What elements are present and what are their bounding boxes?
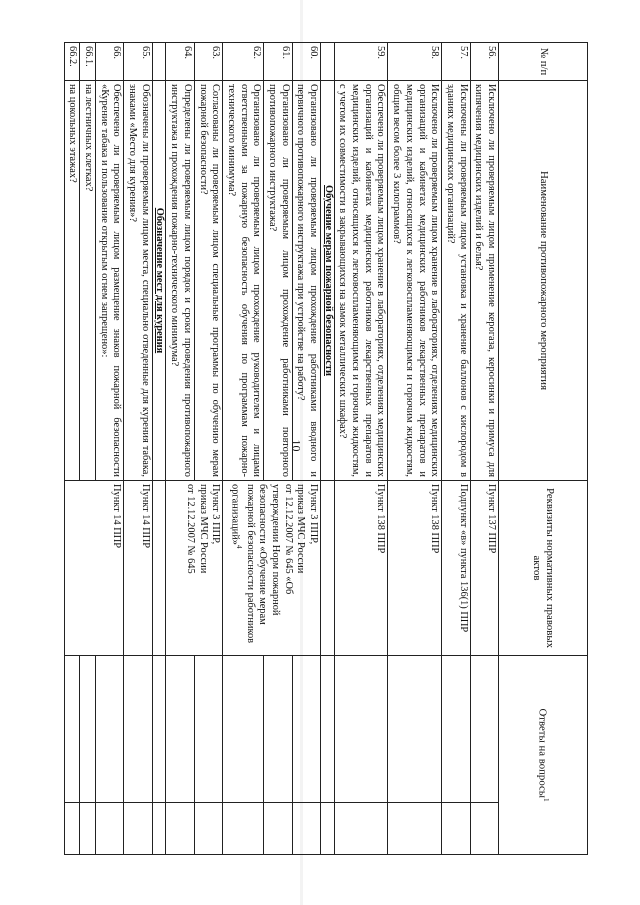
- row-text: Исключено ли проверяемым лицом применение керогаза, керосинки и примуса для кипячения медицинских изделий и белья?: [470, 81, 498, 481]
- req-line: утверждении Норм пожарной: [270, 484, 281, 616]
- table-row: [334, 43, 388, 855]
- row-number: 60.: [292, 43, 320, 81]
- answer-cell-extra[interactable]: [64, 803, 80, 855]
- table-row: [470, 43, 498, 855]
- req-line: Пункт 3 ППР,: [308, 484, 320, 545]
- req-line: от 12.12.2007 № 645 «Об: [282, 484, 294, 595]
- row-number: 58.: [388, 43, 442, 81]
- header-num: № п/п: [499, 43, 588, 81]
- table-header-row: [499, 43, 588, 855]
- answer-cell-extra[interactable]: [194, 803, 222, 855]
- answer-cell-extra[interactable]: [442, 803, 470, 855]
- row-number: 57.: [442, 43, 470, 81]
- row-text: Исключены ли проверяемым лицом установка и хранение баллонов с кислородом в зданиях медицинских организаций?: [442, 81, 470, 481]
- req-line: пожарной безопасности работников: [244, 484, 256, 644]
- answer-cell[interactable]: [264, 656, 292, 803]
- answer-cell-extra[interactable]: [264, 803, 292, 855]
- answer-cell[interactable]: [166, 656, 194, 803]
- section-num-cell: [321, 43, 335, 81]
- section-req-cell: [321, 481, 335, 656]
- answer-cell-extra[interactable]: [292, 803, 320, 855]
- checklist-table: [64, 42, 588, 855]
- section-row: [152, 43, 166, 855]
- req-line: приказ МЧС России: [295, 484, 307, 574]
- req-line: безопасности «Обучение мерам: [257, 484, 269, 625]
- row-requisites: Пункт 138 ППР: [388, 481, 442, 656]
- table-row: [223, 43, 264, 855]
- answer-cell[interactable]: [124, 656, 152, 803]
- row-text: Обозначены ли проверяемым лицом места, специально отведенные для курения табака, знаками «Место для курения»?: [124, 81, 152, 481]
- answer-cell[interactable]: [194, 656, 222, 803]
- answer-cell-extra[interactable]: [96, 803, 124, 855]
- section-title-training: Обучение мерам пожарной безопасности: [321, 81, 335, 481]
- row-text: Организовано ли проверяемым лицом прохождение работниками повторного противопожарного инструктажа?: [264, 81, 292, 481]
- row-number: 66.1.: [80, 43, 96, 81]
- req-line: приказ МЧС России: [197, 484, 209, 574]
- answer-cell[interactable]: [80, 656, 96, 803]
- row-text: Обеспечено ли проверяемым лицом размещение знаков пожарной безопасности «Курение табака и пользование открытым огнем запрещено»:: [96, 81, 124, 481]
- table-row: [442, 43, 470, 855]
- answer-cell[interactable]: [292, 656, 320, 803]
- header-reqs: Реквизиты нормативных правовых актов: [499, 481, 588, 656]
- answer-cell[interactable]: [442, 656, 470, 803]
- section-title-smoking: Обозначение мест для курения: [152, 81, 166, 481]
- row-requisites: Подпункт «в» пункта 136(1) ППР: [442, 481, 470, 656]
- section-num-cell: [152, 43, 166, 81]
- row-text: Исключено ли проверяемым лицом хранение в лабораториях, отделениях медицинских организаций и кабинетах медицинских работников лекарственных препаратов и медицинских изделий, относящихся к легковоспламеняющимся и горючим жидкостям, общим весом более 3 килограммов?: [388, 81, 442, 481]
- row-requisites: Пункт 138 ППР: [334, 481, 388, 656]
- row-number: 65.: [124, 43, 152, 81]
- page-number: 10: [289, 439, 304, 452]
- table-row: [80, 43, 96, 855]
- answer-cell[interactable]: [96, 656, 124, 803]
- answer-cell[interactable]: [223, 656, 264, 803]
- row-requisites: [223, 481, 321, 656]
- row-requisites: Пункт 14 ППР: [64, 481, 124, 656]
- answer-cell-extra[interactable]: [334, 803, 388, 855]
- row-text: Обеспечено ли проверяемым лицом хранение в лабораториях, отделениях медицинских организаций и кабинетах медицинских работников лекарственных препаратов и медицинских изделий, относящихся к легковоспламеняющимся и горючим жидкостям, с учетом их совместимости в закрывающихся на замок металлических шкафах?: [334, 81, 388, 481]
- table-row: [292, 43, 320, 855]
- row-number: 66.2.: [64, 43, 80, 81]
- row-text: Организовано ли проверяемым лицом прохождение руководителем и лицами ответственными за пожарную безопасность обучения по программам пожарно-технического минимума?: [223, 81, 264, 481]
- answer-cell-extra[interactable]: [124, 803, 152, 855]
- table-row: [264, 43, 292, 855]
- table-row: [64, 43, 80, 855]
- section-row: [321, 43, 335, 855]
- header-answers: Ответы на вопросы$^1$: [499, 656, 588, 855]
- answer-cell[interactable]: [388, 656, 442, 803]
- row-text: на лестничных клетках?: [80, 81, 96, 481]
- table-row: [194, 43, 222, 855]
- row-number: 61.: [264, 43, 292, 81]
- section-answer-cell: [321, 656, 335, 803]
- section-answer-cell-extra: [321, 803, 335, 855]
- table-row: [166, 43, 194, 855]
- row-number: 59.: [334, 43, 388, 81]
- section-answer-cell: [152, 656, 166, 803]
- row-number: 62.: [223, 43, 264, 81]
- req-line: Пункт 3 ППР,: [210, 484, 222, 545]
- row-number: 64.: [166, 43, 194, 81]
- section-req-cell: [152, 481, 166, 656]
- row-number: 56.: [470, 43, 498, 81]
- table-row: [96, 43, 124, 855]
- answer-cell-extra[interactable]: [80, 803, 96, 855]
- row-requisites: Пункт 137 ППР: [470, 481, 498, 656]
- row-requisites: Пункт 14 ППР: [124, 481, 152, 656]
- answer-cell-extra[interactable]: [223, 803, 264, 855]
- header-name: Наименование противопожарного мероприятия: [499, 81, 588, 481]
- row-number: 66.: [96, 43, 124, 81]
- row-number: 63.: [194, 43, 222, 81]
- answer-cell-extra[interactable]: [470, 803, 498, 855]
- answer-cell[interactable]: [334, 656, 388, 803]
- row-requisites: [166, 481, 223, 656]
- answer-cell-extra[interactable]: [166, 803, 194, 855]
- row-text: Определены ли проверяемым лицом порядок и сроки проведения противопожарного инструктажа и прохождения пожарно-технического минимума?: [166, 81, 194, 481]
- table-row: [124, 43, 152, 855]
- rotated-page: [67, 42, 588, 854]
- answer-cell[interactable]: [470, 656, 498, 803]
- answer-cell[interactable]: [64, 656, 80, 803]
- req-line-last: организаций»$^4$: [229, 484, 243, 549]
- req-line: от 12.12.2007 № 645: [184, 484, 196, 574]
- answer-cell-extra[interactable]: [388, 803, 442, 855]
- section-answer-cell-extra: [152, 803, 166, 855]
- row-text: Согласованы ли проверяемым лицом специальные программы по обучению мерам пожарной безопасности?: [194, 81, 222, 481]
- row-text: Организовано ли проверяемым лицом прохождение работниками вводного и первичного противопожарного инструктажа при устройстве на работу?: [292, 81, 320, 481]
- table-row: [388, 43, 442, 855]
- row-text: на цокольных этажах?: [64, 81, 80, 481]
